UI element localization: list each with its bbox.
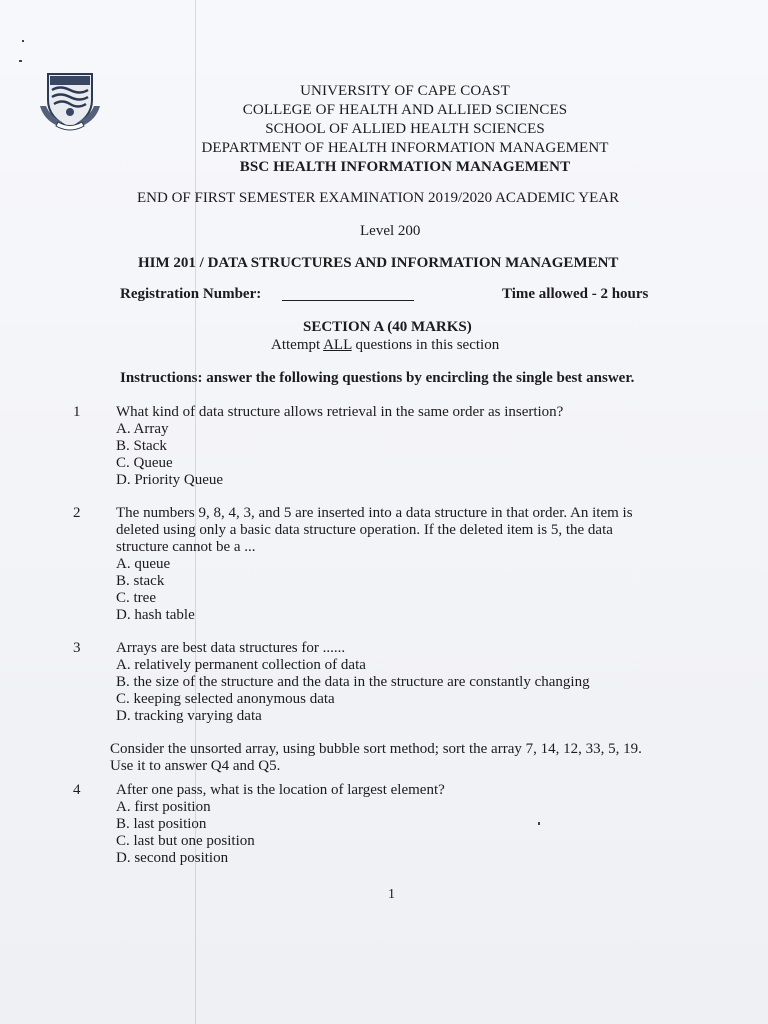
option-b: B. last position [116,816,207,832]
question-4 [116,782,676,867]
question-number: 2 [73,505,81,521]
scan-speck [19,60,22,62]
option-a: A. relatively permanent collection of data [116,657,366,673]
option-c: C. keeping selected anonymous data [116,691,335,707]
question-text-line: structure cannot be a ... [116,539,256,555]
bubble-sort-context [110,741,710,775]
question-text: After one pass, what is the location of largest element? [116,782,445,798]
programme-name: BSC HEALTH INFORMATION MANAGEMENT [239,159,571,175]
attempt-prefix: Attempt [271,337,324,353]
option-a: A. Array [116,421,169,437]
instructions: Instructions: answer the following questions by encircling the single best answer. [120,370,635,386]
attempt-suffix: questions in this section [351,337,500,353]
option-b: B. the size of the structure and the data in the structure are constantly changing [116,674,590,690]
exam-title: END OF FIRST SEMESTER EXAMINATION 2019/2020 ACADEMIC YEAR [137,190,620,206]
option-a: A. queue [116,556,171,572]
page-number: 1 [388,887,395,902]
context-line: Consider the unsorted array, using bubble sort method; sort the array 7, 14, 12, 33, 5, 19. [110,741,642,757]
question-text: Arrays are best data structures for ...... [116,640,346,656]
question-1 [116,404,676,489]
university-name: UNIVERSITY OF CAPE COAST [300,83,510,99]
question-2 [116,505,676,624]
option-d: D. second position [116,850,229,866]
scan-speck [22,40,24,42]
option-a: A. first position [116,799,211,815]
college-name: COLLEGE OF HEALTH AND ALLIED SCIENCES [242,102,568,118]
question-number: 4 [73,782,81,798]
option-d: D. Priority Queue [116,472,224,488]
option-d: D. tracking varying data [116,708,262,724]
time-allowed: Time allowed - 2 hours [502,286,649,302]
attempt-all: ALL [323,337,352,353]
option-c: C. last but one position [116,833,255,849]
option-b: B. stack [116,573,165,589]
question-text: What kind of data structure allows retrieval in the same order as insertion? [116,404,564,420]
school-name: SCHOOL OF ALLIED HEALTH SCIENCES [265,121,545,137]
course-title: HIM 201 / DATA STRUCTURES AND INFORMATION MANAGEMENT [138,255,619,271]
exam-header [0,82,768,177]
section-title: SECTION A (40 MARKS) [303,319,472,335]
option-c: C. Queue [116,455,173,471]
exam-level: Level 200 [360,223,421,239]
question-3 [116,640,676,725]
registration-label: Registration Number: [120,286,262,302]
option-b: B. Stack [116,438,167,454]
option-d: D. hash table [116,607,195,623]
registration-blank [282,286,414,306]
section-attempt [271,337,499,354]
question-number: 3 [73,640,81,656]
question-number: 1 [73,404,81,420]
question-text-line: deleted using only a basic data structure operation. If the deleted item is 5, the data [116,522,613,538]
option-c: C. tree [116,590,156,606]
context-line: Use it to answer Q4 and Q5. [110,758,281,774]
question-text-line: The numbers 9, 8, 4, 3, and 5 are inserted into a data structure in that order. An item is [116,505,633,521]
department-name: DEPARTMENT OF HEALTH INFORMATION MANAGEMENT [201,140,609,156]
